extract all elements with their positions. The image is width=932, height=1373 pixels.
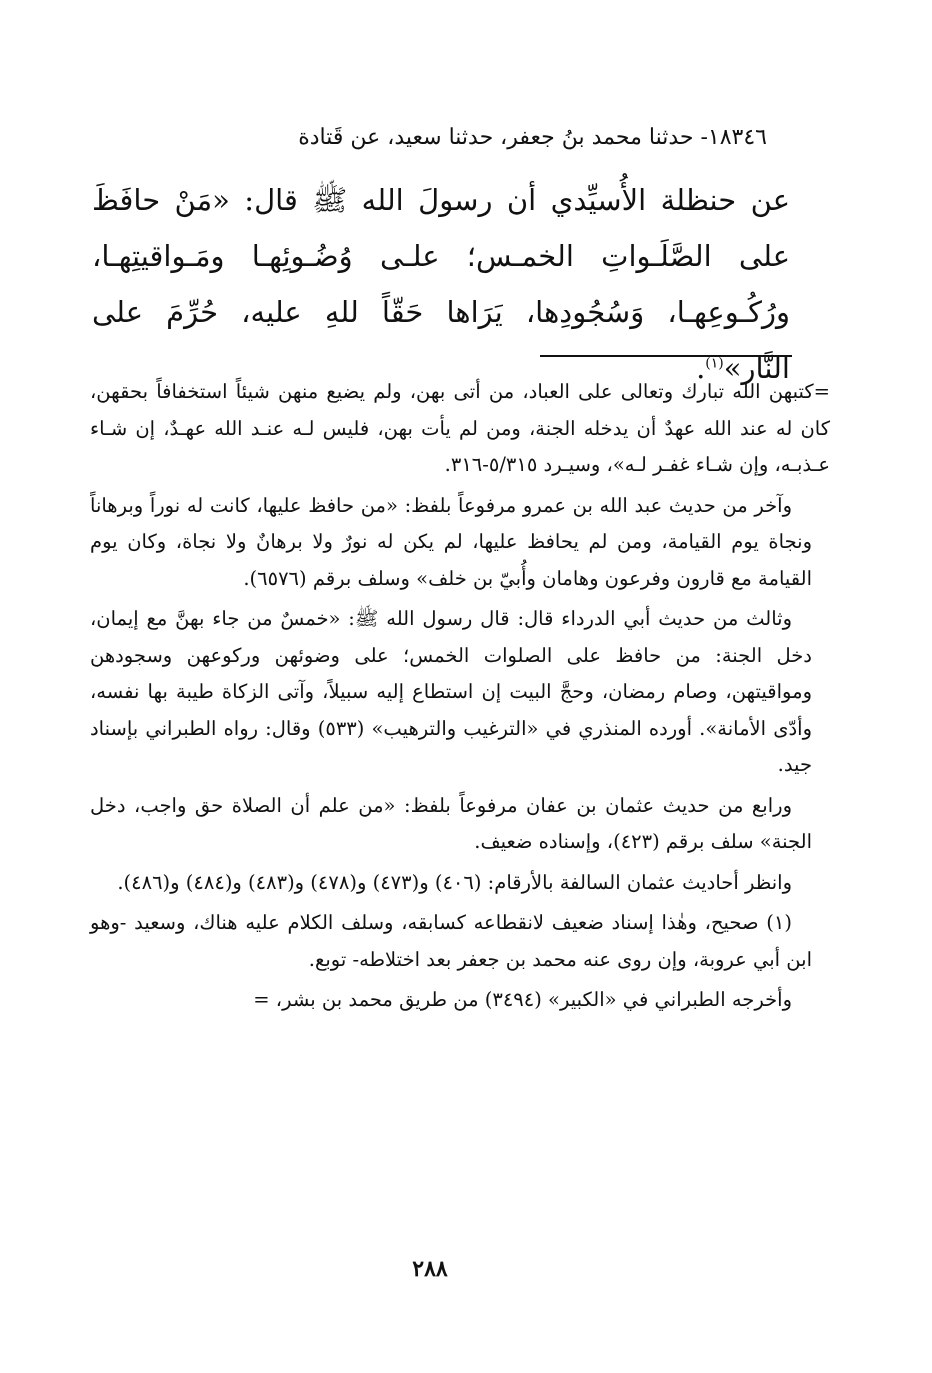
footnote-paragraph: ورابع من حديث عثمان بن عفان مرفوعاً بلفظ: «من علم أن الصلاة حق واجب، دخل الجنة» سلف برقم (٤٢٣)، وإسناده ضعيف. (90, 793, 812, 853)
footnote-paragraph: (١) صحيح، وهٰذا إسناد ضعيف لانقطاعه كسابقه، وسلف الكلام عليه هناك، وسعيد -وهو ابن أبي عروبة، وإن روى عنه محمد بن جعفر بعد اختلاطه- توبع. (90, 911, 812, 971)
footnote-divider (540, 355, 792, 357)
footnote-paragraph: وآخر من حديث عبد الله بن عمرو مرفوعاً بلفظ: «من حافظ عليها، كانت له نوراً وبرهاناً ونجاة يوم القيامة، ومن لم يحافظ عليها، لم يكن له نورٌ ولا برهانٌ ولا نجاة، وكان يوم القيامة مع قارون وفرعون وهامان وأُبيّ بن خلف» وسلف برقم (٦٥٧٦). (90, 493, 812, 590)
footnote-reference: (١) (705, 355, 724, 372)
hadith-text (92, 172, 790, 396)
hadith-header: ١٨٣٤٦- حدثنا محمد بنُ جعفر، حدثنا سعيد، عن قَتادة (298, 125, 767, 150)
footnote-paragraph: وثالث من حديث أبي الدرداء قال: قال رسول الله ﷺ: «خمسٌ من جاء بهنَّ مع إيمان، دخل الجنة: من حافظ على الصلوات الخمس؛ على وضوئهن وركوعهن وسجودهن ومواقيتهن، وصام رمضان، وحجَّ البيت إن استطاع إليه سبيلاً، وآتى الزكاة طيبة بها نفسه، وأدّى الأمانة». أورده المنذري في «الترغيب والترهيب» (٥٣٣) وقال: رواه الطبراني بإسناد جيد. (90, 607, 812, 776)
footnote-paragraph: وانظر أحاديث عثمان السالفة بالأرقام: (٤٠٦) و(٤٧٣) و(٤٧٨) و(٤٨٣) و(٤٨٤) و(٤٨٦). (117, 870, 792, 894)
footnote-paragraph: وأخرجه الطبراني في «الكبير» (٣٤٩٤) من طريق محمد بن بشر، = (253, 988, 792, 1011)
page-number: ٢٨٨ (412, 1256, 448, 1282)
footnote-paragraph: =كتبهن الله تبارك وتعالى على العباد، من أتى بهن، ولم يضيع منهن شيئاً استخفافاً بحقهن، كان له عند الله عهدٌ أن يدخله الجنة، ومن لم يأت بهن، فليس لـه عنـد الله عهـدٌ، إن شـاء عـذبـه، وإن شـاء غفـر لـه»، وسيـرد ٥/٣١٥-٣١٦. (90, 380, 830, 476)
hadith-end-mark: . (696, 351, 706, 385)
hadith-body-text: عن حنظلة الأُسيِّدي أن رسولَ الله ﷺ قال: «مَنْ حافَظَ على الصَّلَـواتِ الخمـس؛ علـى وُضُـوئِهـا ومَـواقيتِهـا، ورُكُـوعِهـا، وَسُجُودِها، يَرَاها حَقّاً للهِ عليه، حُرِّمَ على النَّار» (92, 183, 790, 385)
hadith-body (92, 172, 790, 396)
footnotes-section (90, 374, 830, 1023)
